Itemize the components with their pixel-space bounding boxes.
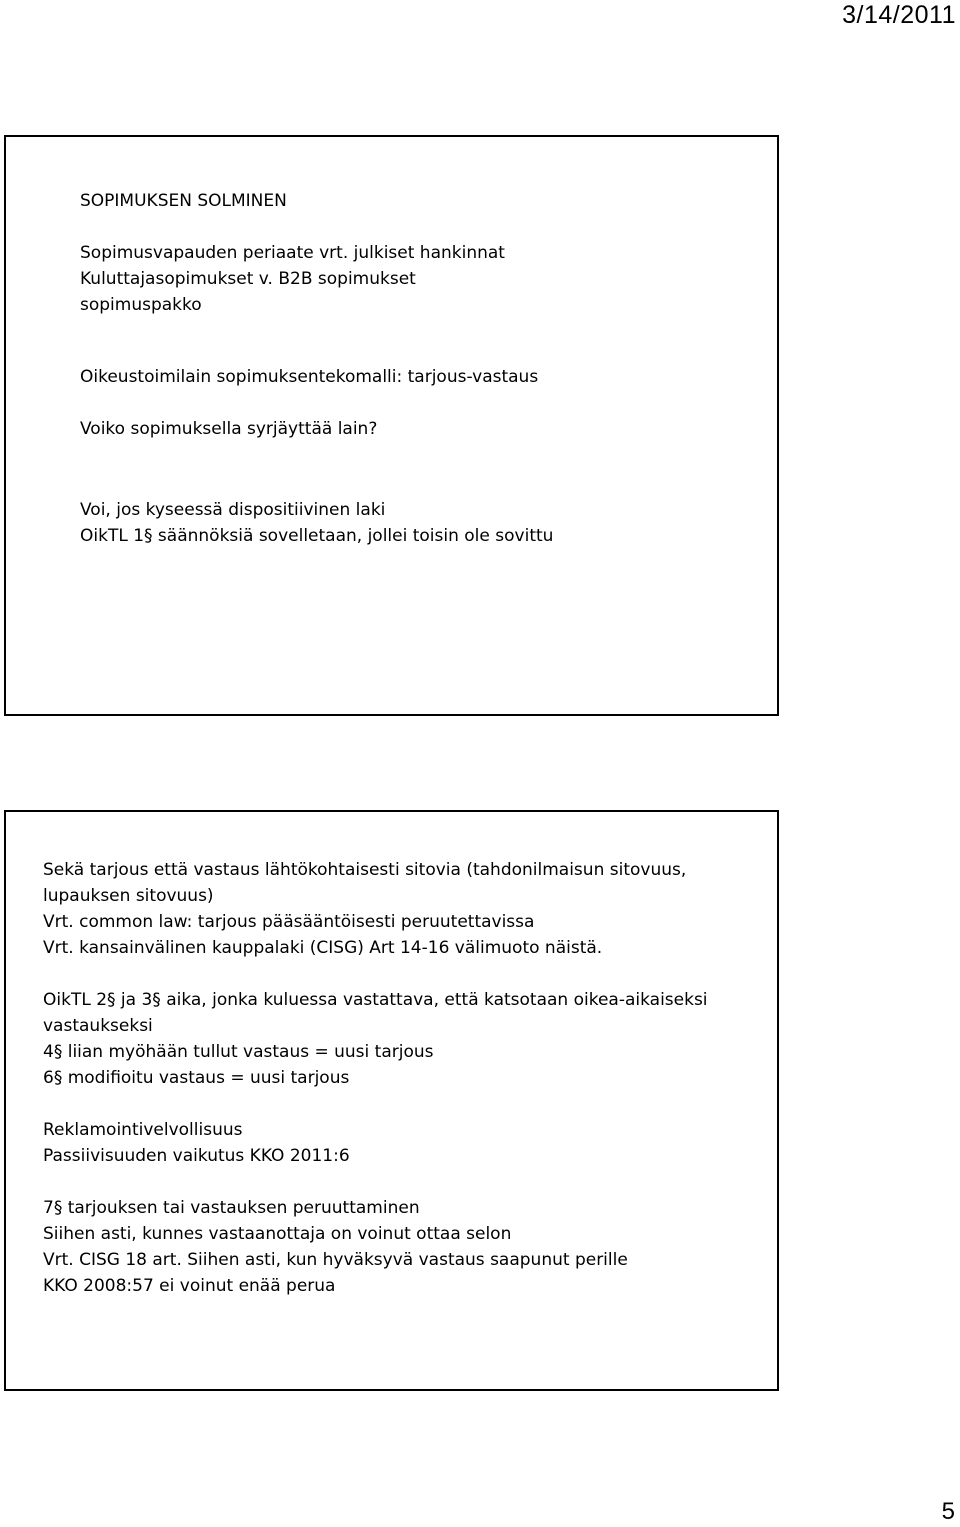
slide2-line: 6§ modifioitu vastaus = uusi tarjous — [43, 1068, 350, 1088]
slide-frame-2 — [4, 810, 779, 1391]
slide2-line: OikTL 2§ ja 3§ aika, jonka kuluessa vastattava, että katsotaan oikea-aikaiseksi — [43, 990, 708, 1010]
slide2-line: Vrt. CISG 18 art. Siihen asti, kun hyväksyvä vastaus saapunut perille — [43, 1250, 628, 1270]
slide1-title: SOPIMUKSEN SOLMINEN — [80, 191, 287, 211]
slide1-line: Voi, jos kyseessä dispositiivinen laki — [80, 500, 386, 520]
slide-frame-1 — [4, 135, 779, 716]
slide1-line: Kuluttajasopimukset v. B2B sopimukset — [80, 269, 416, 289]
date-header: 3/14/2011 — [842, 1, 956, 29]
slide1-line: Voiko sopimuksella syrjäyttää lain? — [80, 419, 378, 439]
slide2-line: Sekä tarjous että vastaus lähtökohtaisesti sitovia (tahdonilmaisun sitovuus, — [43, 860, 687, 880]
slide2-line: vastaukseksi — [43, 1016, 153, 1036]
slide2-line: 7§ tarjouksen tai vastauksen peruuttaminen — [43, 1198, 420, 1218]
page-number: 5 — [941, 1498, 955, 1525]
slide2-line: Siihen asti, kunnes vastaanottaja on voinut ottaa selon — [43, 1224, 512, 1244]
slide1-line: OikTL 1§ säännöksiä sovelletaan, jollei toisin ole sovittu — [80, 526, 554, 546]
slide2-line: KKO 2008:57 ei voinut enää perua — [43, 1276, 336, 1296]
slide2-line: Vrt. common law: tarjous pääsääntöisesti peruutettavissa — [43, 912, 535, 932]
slide1-line: sopimuspakko — [80, 295, 202, 315]
slide2-line: Vrt. kansainvälinen kauppalaki (CISG) Art 14-16 välimuoto näistä. — [43, 938, 603, 958]
slide1-line: Sopimusvapauden periaate vrt. julkiset hankinnat — [80, 243, 505, 263]
slide2-line: Reklamointivelvollisuus — [43, 1120, 243, 1140]
slide1-line: Oikeustoimilain sopimuksentekomalli: tarjous-vastaus — [80, 367, 539, 387]
slide2-line: 4§ liian myöhään tullut vastaus = uusi tarjous — [43, 1042, 434, 1062]
slide2-line: Passiivisuuden vaikutus KKO 2011:6 — [43, 1146, 350, 1166]
slide2-line: lupauksen sitovuus) — [43, 886, 214, 906]
